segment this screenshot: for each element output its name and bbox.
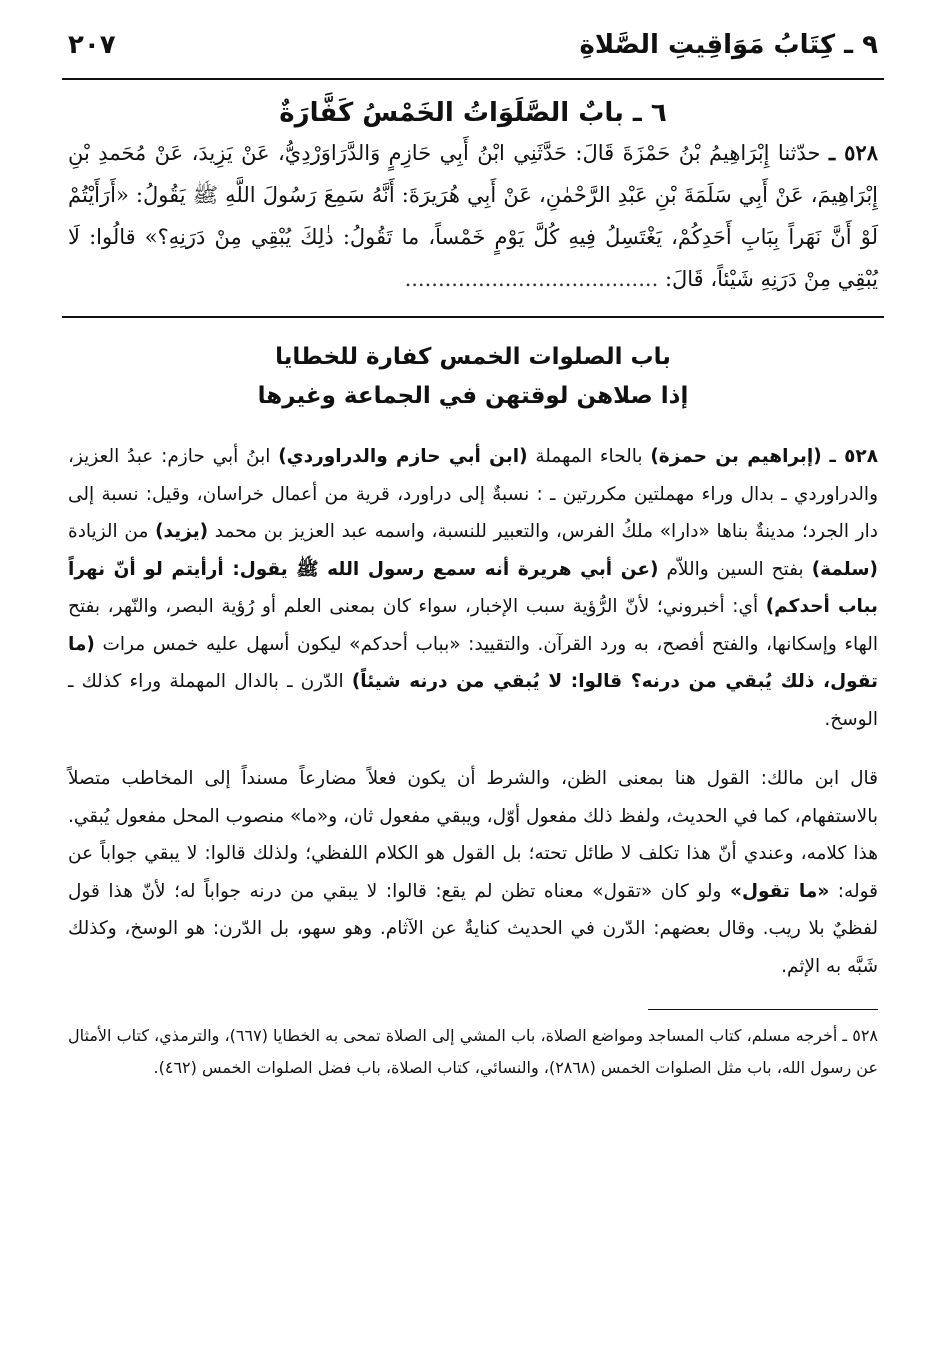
footnote-rule [648, 1009, 878, 1010]
lemma: (ما تقول، ذلك يُبقي من درنه؟ قالوا: لا يُبقي من درنه شيئاً) [68, 633, 878, 692]
lemma: (سلمة) [811, 558, 878, 580]
gloss: بفتح السين واللاّم [658, 558, 812, 580]
gloss: بالحاء المهملة [527, 446, 651, 467]
section-divider [62, 316, 884, 318]
page-number: ٢٠٧ [68, 30, 116, 60]
entry-number: ٥٢٨ ـ [829, 446, 878, 467]
hadith-number: ٥٢٨ ـ [828, 140, 878, 165]
gloss: ولو كان «تقول» معناه تظن لم يقع: قالوا: لا يبقي من درنه جواباً له؛ لأنّ هذا قول لفظيٌ بلا ريب. وقال بعضهم: الدّرن في الحديث كنايةٌ عن الآثام. وهو سهو، بل الدّرن: هو الوسخ، وكذلك شَبَّه به الإثم. [68, 880, 878, 977]
lemma: (يزيد) [155, 521, 209, 542]
commentary-paragraph-1 [68, 438, 878, 738]
lemma: (ابن أبي حازم والدراوردي) [278, 446, 528, 467]
hadith-body: حدّثنا إِبْرَاهِيمُ بْنُ حَمْزَةَ قَالَ: حَدَّثَنِي ابْنُ أَبِي حَازِمٍ وَالدَّرَاوَرْدِيُّ، عَنْ يَزِيدَ، عَنْ مُحَمدِ بْنِ إِبْرَاهِيمَ، عَنْ أَبِي سَلَمَةَ بْنِ عَبْدِ الرَّحْمٰنِ، عَنْ أَبِي هُرَيرَةَ: أَنَّهُ سَمِعَ رَسُولَ اللَّهِ ﷺ يَقُولُ: «أَرَأَيْتُمْ لَوْ أَنَّ نَهَراً بِبَابِ أَحَدِكُمْ، يَغْتَسِلُ فِيهِ كُلَّ يَوْمٍ خَمْساً، ما تَقُولُ: ذٰلِكَ يُبْقِي مِنْ دَرَنِهِ؟» قالُوا: لَا يُبْقِي مِنْ دَرَنِهِ شَيْئاً، قَالَ: [68, 141, 878, 291]
lemma: (عن أبي هريرة أنه سمع رسول الله ﷺ يقول: أرأيتم لو أنّ نهراً بباب أحدكم) [68, 558, 878, 617]
lemma: «ما تقول» [730, 880, 830, 902]
commentary-title [62, 338, 884, 416]
commentary-title-line-1: باب الصلوات الخمس كفارة للخطايا [275, 344, 671, 370]
gloss: الدّرن ـ بالدال المهملة وراء كذلك ـ الوسخ. [68, 671, 878, 730]
hadith-text [68, 132, 878, 302]
gloss: ابنُ أبي حازم: عبدُ العزيز، والدراوردي ـ بدال وراء مهملتين مكررتين ـ : نسبةٌ إلى دراورد، قرية من أعمال خراسان، وقيل: نسبة إلى دار الجرد؛ مدينةٌ بناها «دارا» ملكُ الفرس، والتعبير للنسبة، واسمه عبد العزيز بن محمد [68, 446, 878, 542]
gloss: قال ابن مالك: القول هنا بمعنى الظن، والشرط أن يكون فعلاً مضارعاً مسنداً إلى المخاطب متصلاً بالاستفهام، كما في الحديث، ولفظ ذلك مفعول أوّل، ويبقي مفعول ثان، و«ما» منصوب المحل مفعول يُبقي. هذا كلامه، وعندي أنّ هذا تكلف لا طائل تحته؛ بل القول هو الكلام اللفظي؛ ولذلك قالوا: لا يبقي جواباً عن قوله: [68, 768, 878, 902]
commentary-paragraph-2 [68, 760, 878, 985]
lemma: (إبراهيم بن حمزة) [650, 446, 822, 467]
book-page [62, 30, 884, 1084]
gloss: أي: أخبروني؛ لأنّ الرُّؤية سبب الإخبار، سواء كان بمعنى العلم أو رُؤية البصر، والنّهر، بفتح الهاء وإسكانها، والفتح أفصح، به ورد القرآن. والتقييد: «بباب أحدكم» ليكون أسهل عليه خمس مرات [68, 596, 878, 655]
paragraph-gap [62, 738, 884, 760]
ellipsis-dots: ...................................... [404, 267, 659, 291]
chapter-title: ٦ ـ بابٌ الصَّلَوَاتُ الخَمْسُ كَفَّارَةٌ [279, 98, 667, 128]
commentary-title-line-2: إذا صلاهن لوقتهن في الجماعة وغيرها [257, 383, 689, 409]
running-title: ٩ ـ كِتَابُ مَوَاقِيتِ الصَّلاةِ [579, 30, 878, 60]
running-header [62, 30, 884, 80]
footnote: ٥٢٨ ـ أخرجه مسلم، كتاب المساجد ومواضع الصلاة، باب المشي إلى الصلاة تمحى به الخطايا (٦٦٧)، والترمذي، كتاب الأمثال عن رسول الله، باب مثل الصلوات الخمس (٢٨٦٨)، والنسائي، كتاب الصلاة، باب فضل الصلوات الخمس (٤٦٢). [68, 1026, 878, 1077]
gloss: من الزيادة [68, 521, 156, 542]
